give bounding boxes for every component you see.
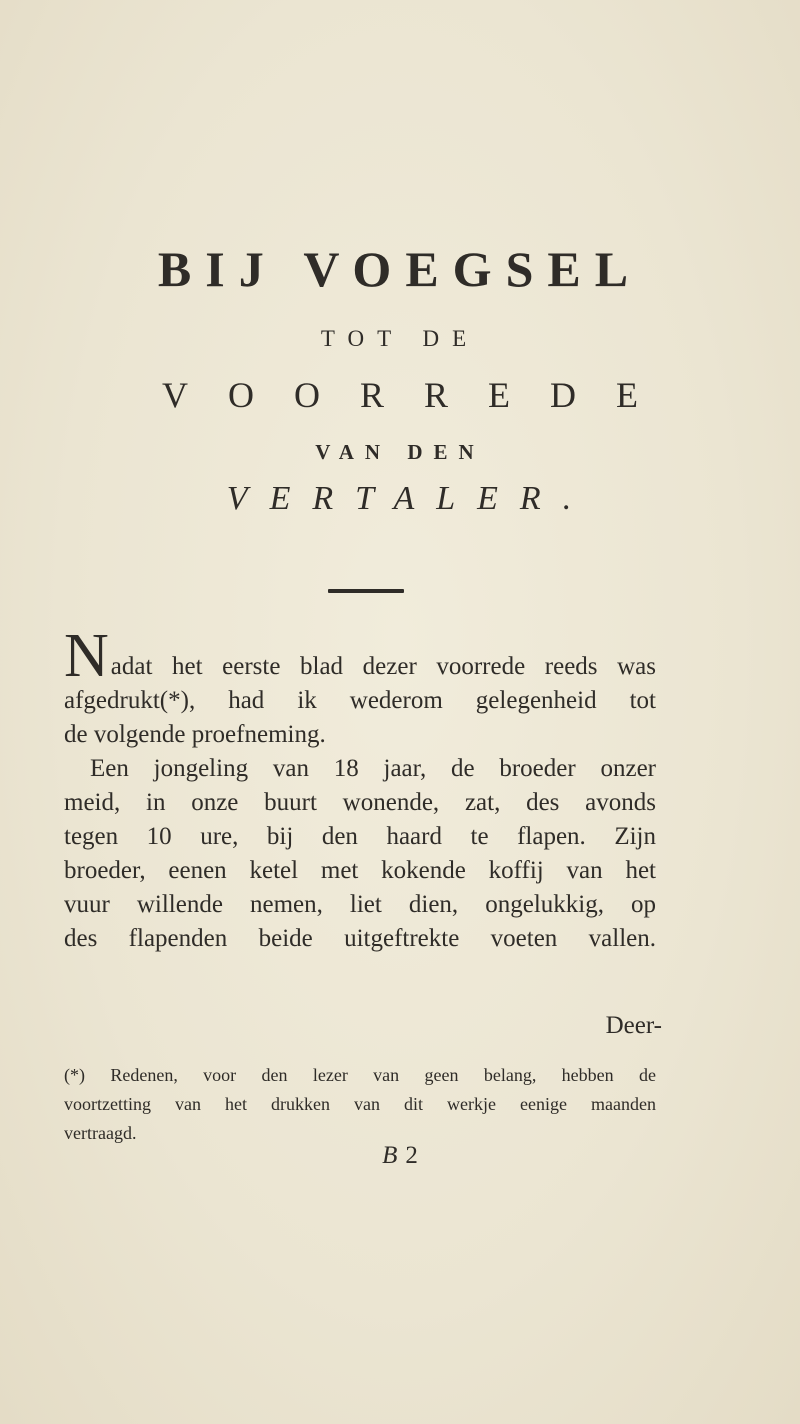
- heading-line-van-den: VAN DEN: [315, 440, 485, 464]
- body-line: [64, 622, 656, 690]
- signature-number: 2: [405, 1142, 418, 1169]
- body-line: broeder, eenen ketel met kokende koffij van het: [64, 857, 656, 884]
- body-line-text: adat het eerste blad dezer voorrede reeds was: [110, 653, 656, 680]
- heading-line-vertaler: VERTALER.: [226, 480, 594, 517]
- body-line: vuur willende nemen, liet dien, ongelukkig, op: [64, 891, 656, 918]
- body-line: afgedrukt(*), had ik wederom gelegenheid tot: [64, 687, 656, 714]
- signature-letter: B: [382, 1142, 398, 1169]
- catchword: Deer-: [605, 1012, 662, 1039]
- divider-rule: [328, 589, 404, 593]
- body-line: meid, in onze buurt wonende, zat, des avonds: [64, 789, 656, 816]
- signature-mark: [0, 1142, 800, 1170]
- drop-cap: N: [64, 622, 109, 690]
- heading-line-tot-de: TOT DE: [320, 326, 480, 351]
- body-line: des flapenden beide uitgeftrekte voeten vallen.: [64, 925, 656, 952]
- footnote-line: (*) Redenen, voor den lezer van geen belang, hebben de: [64, 1065, 656, 1085]
- footnote-line: vertraagd.: [64, 1123, 137, 1143]
- page-title: BIJ VOEGSEL: [157, 241, 643, 297]
- heading-line-voorrede: VOORREDE: [162, 375, 678, 415]
- body-text: [64, 622, 656, 956]
- footnote-line: voortzetting van het drukken van dit werkje eenige maanden: [64, 1094, 656, 1114]
- body-line: Een jongeling van 18 jaar, de broeder onzer: [90, 755, 656, 782]
- body-line: de volgende proefneming.: [64, 721, 326, 748]
- footnote: [64, 1061, 656, 1148]
- body-line: tegen 10 ure, bij den haard te flapen. Zijn: [64, 823, 656, 850]
